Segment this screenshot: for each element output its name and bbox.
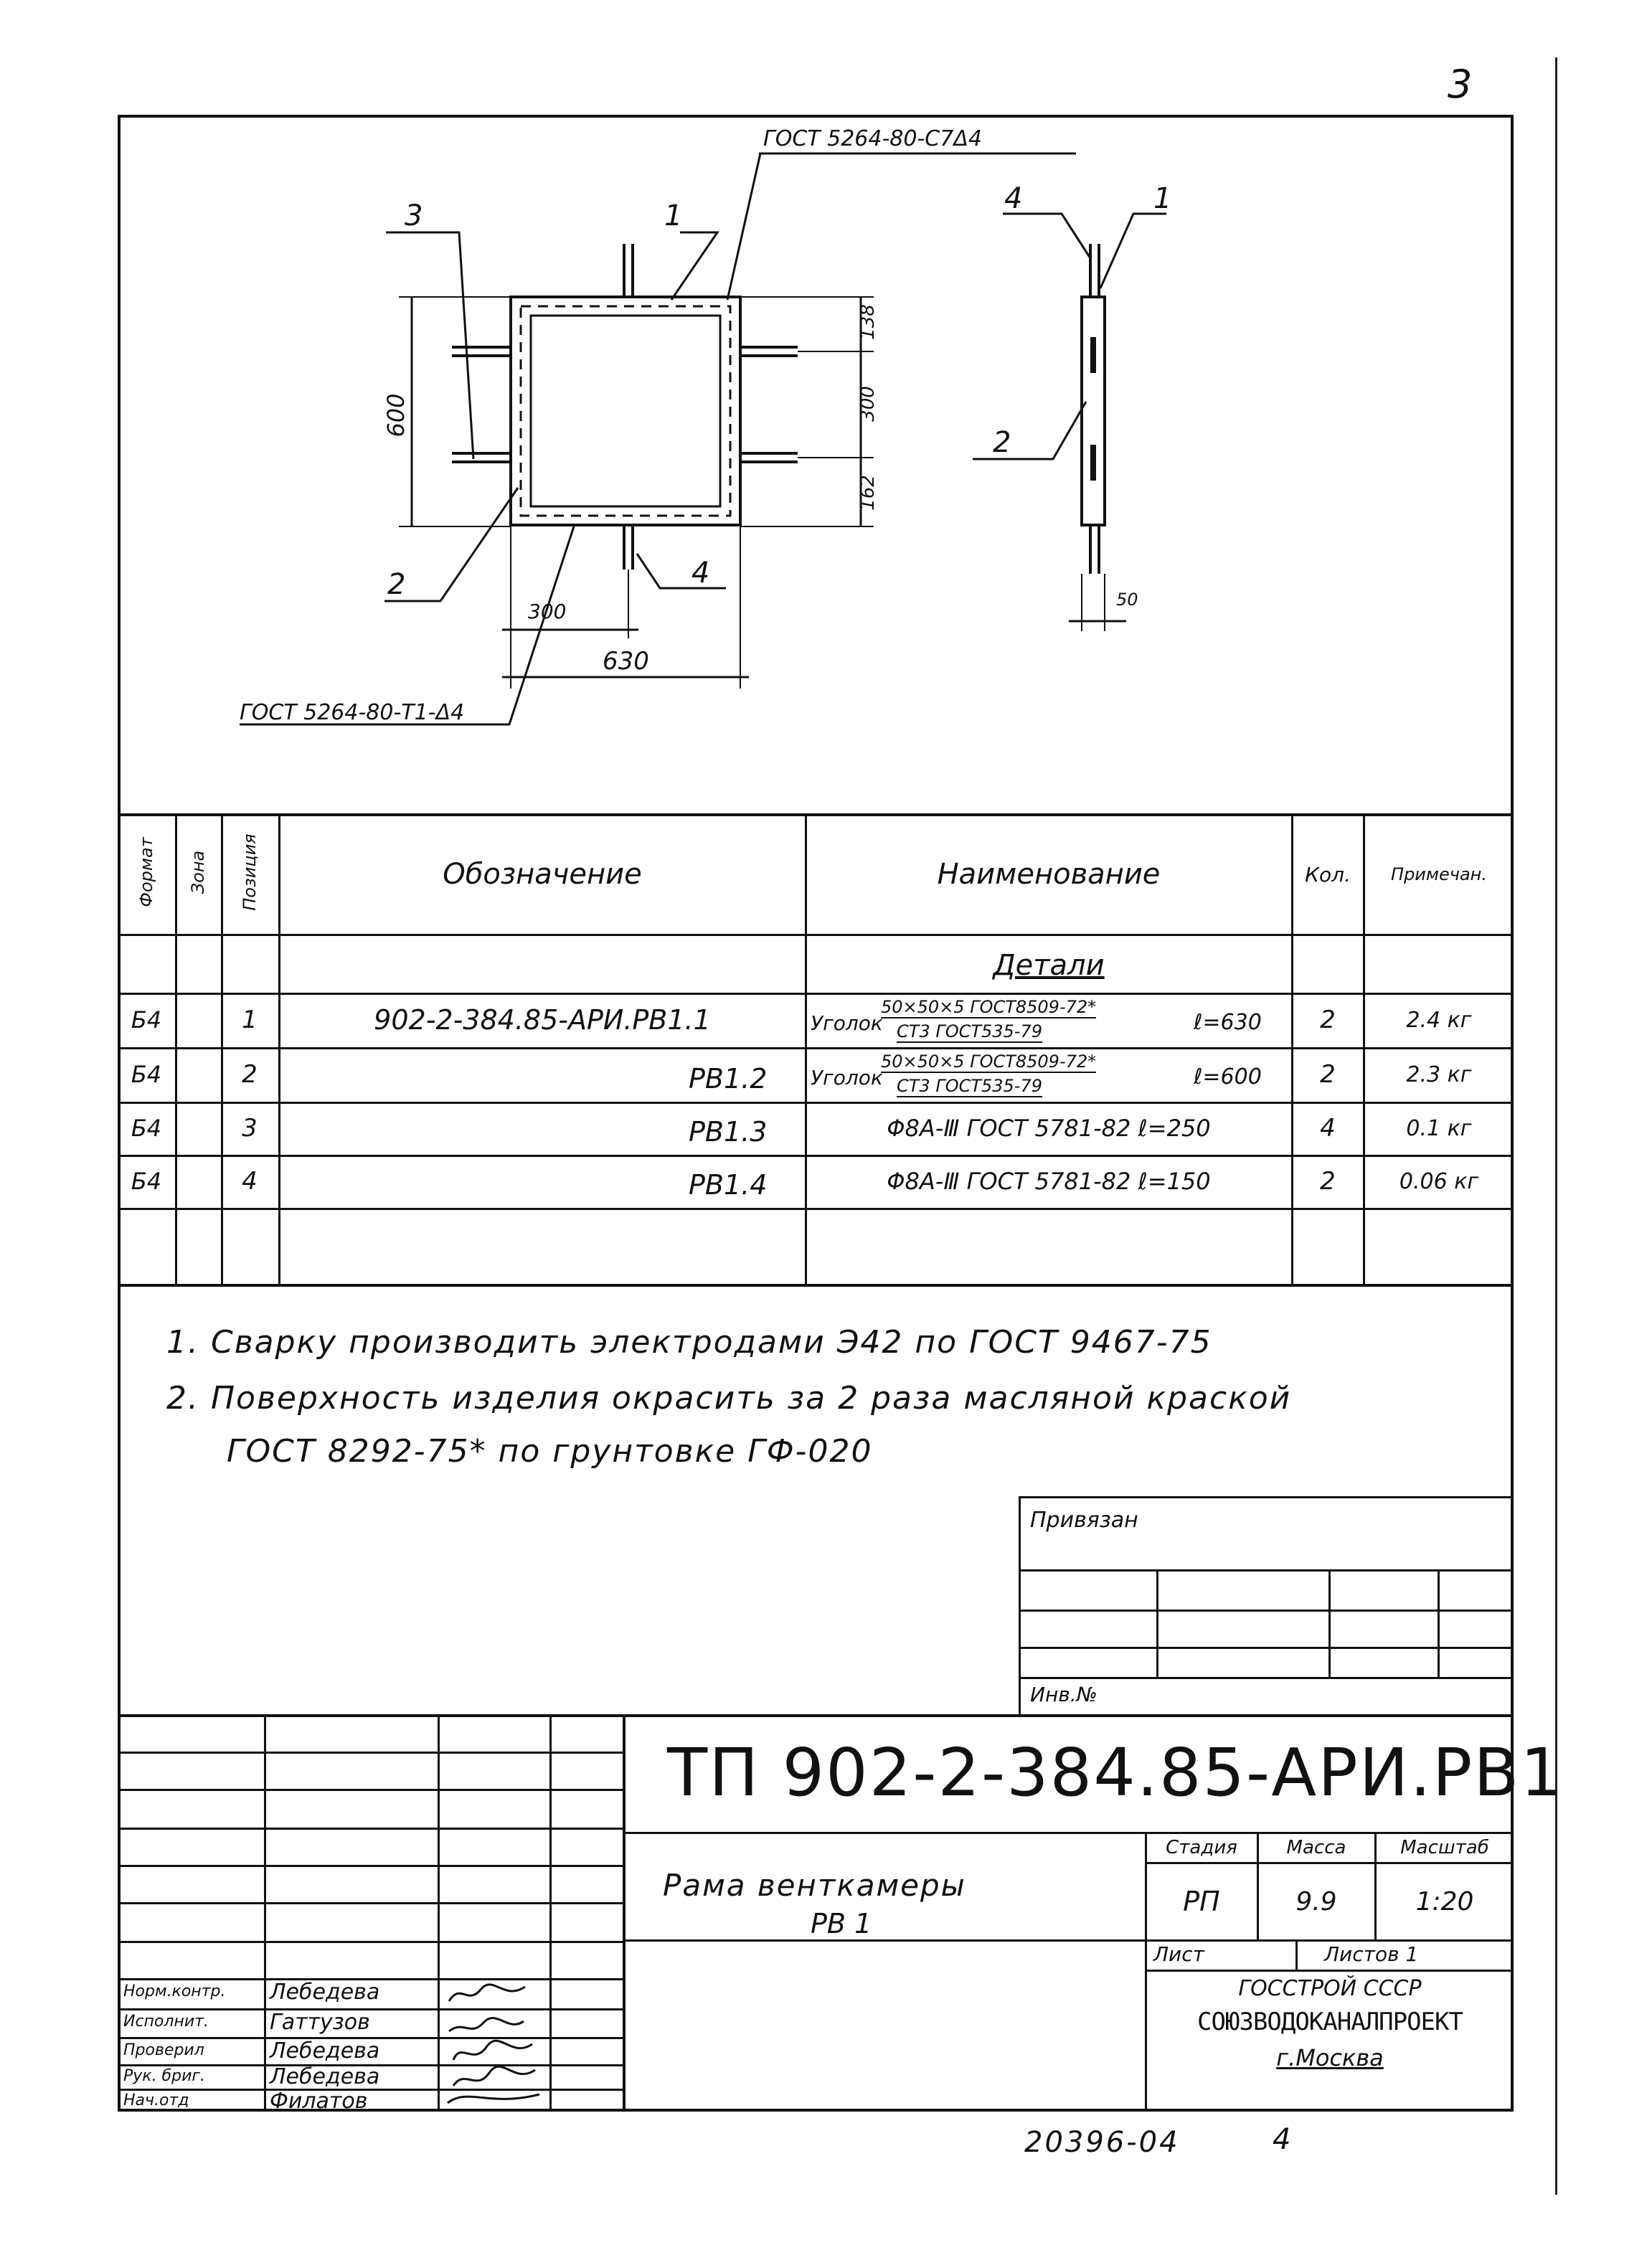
header-note: Примечан.	[1391, 864, 1487, 884]
header-position: Позиция	[240, 833, 260, 911]
callout-side-2: 2	[993, 426, 1011, 459]
callout-2: 2	[387, 568, 406, 601]
row3-qty: 4	[1320, 1114, 1336, 1143]
row1-note: 2.4 кг	[1406, 1007, 1472, 1033]
org-line-2: СОЮЗВОДОКАНАЛПРОЕКТ	[1197, 2008, 1463, 2036]
note-1: 1. Сварку производить электродами Э42 по ГОСТ 9467-75	[166, 1324, 1212, 1361]
role-brigade-lead: Рук. бриг.	[123, 2067, 205, 2085]
inventory-number-label: Инв.№	[1030, 1683, 1098, 1706]
row1-length: ℓ=630	[1194, 1010, 1262, 1035]
binding-title: Привязан	[1030, 1508, 1138, 1533]
callout-4: 4	[692, 557, 710, 590]
row2-format: Б4	[131, 1061, 162, 1088]
row1-qty: 2	[1320, 1006, 1336, 1034]
frame-drawing	[0, 0, 1652, 810]
role-executor: Исполнит.	[123, 2013, 209, 2031]
drawing-name-mark: РВ 1	[811, 1908, 872, 1939]
sheet-label: Лист	[1153, 1942, 1204, 1966]
row1-name-top: 50×50×5 ГОСТ8509-72*	[881, 997, 1097, 1017]
weld-spec-bottom: ГОСТ 5264-80-Т1-Δ4	[240, 700, 465, 725]
row1-pos: 1	[242, 1006, 258, 1034]
dim-50: 50	[1116, 590, 1138, 610]
page-number: 4	[1273, 2123, 1291, 2156]
row2-name-top: 50×50×5 ГОСТ8509-72*	[881, 1051, 1097, 1072]
callout-side-4: 4	[1004, 182, 1023, 215]
role-checked: Проверил	[123, 2041, 204, 2059]
header-name: Наименование	[937, 858, 1161, 891]
row4-note: 0.06 кг	[1399, 1168, 1479, 1194]
drawing-name: Рама венткамеры	[663, 1868, 966, 1903]
header-format: Формат	[136, 837, 156, 907]
dim-300-bottom: 300	[528, 600, 567, 623]
callout-side-1: 1	[1153, 182, 1172, 215]
callout-1: 1	[664, 199, 683, 232]
callout-3: 3	[405, 199, 423, 232]
row4-qty: 2	[1320, 1167, 1336, 1196]
dim-630: 630	[603, 647, 649, 676]
dim-138: 138	[857, 304, 879, 340]
row4-pos: 4	[242, 1167, 258, 1196]
row4-name: Φ8А-Ⅲ ГОСТ 5781-82 ℓ=150	[887, 1168, 1211, 1195]
document-code: ТП 902-2-384.85-АРИ.РВ1	[667, 1734, 1564, 1811]
archive-number: 20396-04	[1024, 2126, 1180, 2159]
weld-spec-top: ГОСТ 5264-80-С7Δ4	[763, 126, 982, 151]
dim-162: 162	[857, 475, 879, 511]
row3-name: Φ8А-Ⅲ ГОСТ 5781-82 ℓ=250	[887, 1115, 1211, 1142]
row3-note: 0.1 кг	[1406, 1115, 1472, 1141]
scale-value: 1:20	[1415, 1886, 1474, 1916]
mass-label: Масса	[1286, 1837, 1346, 1858]
role-norm-control: Норм.контр.	[123, 1982, 226, 2000]
header-zone: Зона	[188, 850, 208, 894]
note-2-cont: ГОСТ 8292-75* по грунтовке ГФ-020	[227, 1433, 873, 1470]
header-qty: Кол.	[1305, 862, 1351, 887]
row1-designation: 902-2-384.85-АРИ.РВ1.1	[374, 1004, 711, 1036]
name-brigade-lead: Лебедева	[270, 2064, 380, 2089]
sheets-label: Листов 1	[1324, 1942, 1419, 1966]
org-line-1: ГОССТРОЙ СССР	[1238, 1975, 1422, 2001]
name-checked: Лебедева	[270, 2038, 380, 2064]
note-2: 2. Поверхность изделия окрасить за 2 раза масляной краской	[166, 1380, 1292, 1417]
sheet-corner-number: 3	[1448, 62, 1473, 107]
mass-value: 9.9	[1295, 1886, 1337, 1916]
row3-pos: 3	[242, 1114, 258, 1143]
row1-name-bottom: СТ3 ГОСТ535-79	[897, 1021, 1043, 1041]
row2-name-prefix: Уголок	[811, 1066, 883, 1090]
row4-format: Б4	[131, 1168, 162, 1195]
row2-qty: 2	[1320, 1060, 1336, 1089]
name-executor: Гаттузов	[270, 2010, 370, 2035]
scale-label: Масштаб	[1400, 1837, 1489, 1858]
section-details: Детали	[993, 949, 1105, 982]
row2-length: ℓ=600	[1194, 1064, 1262, 1090]
row2-name-bottom: СТ3 ГОСТ535-79	[897, 1076, 1043, 1096]
signatures	[439, 1980, 547, 2109]
name-dept-head: Филатов	[270, 2089, 368, 2114]
row2-designation: РВ1.2	[689, 1063, 768, 1095]
row1-format: Б4	[131, 1006, 162, 1034]
row3-designation: РВ1.3	[689, 1116, 768, 1148]
dim-300-right: 300	[857, 386, 879, 422]
role-dept-head: Нач.отд	[123, 2092, 189, 2109]
header-designation: Обозначение	[443, 858, 642, 891]
row4-designation: РВ1.4	[689, 1169, 768, 1201]
row2-pos: 2	[242, 1060, 258, 1089]
stage-value: РП	[1183, 1886, 1220, 1917]
org-line-3: г.Москва	[1276, 2044, 1384, 2071]
row2-note: 2.3 кг	[1406, 1062, 1472, 1087]
dim-600: 600	[382, 393, 410, 438]
name-norm-control: Лебедева	[270, 1980, 380, 2005]
row1-name-prefix: Уголок	[811, 1011, 883, 1035]
row3-format: Б4	[131, 1115, 162, 1142]
stage-label: Стадия	[1166, 1837, 1237, 1858]
